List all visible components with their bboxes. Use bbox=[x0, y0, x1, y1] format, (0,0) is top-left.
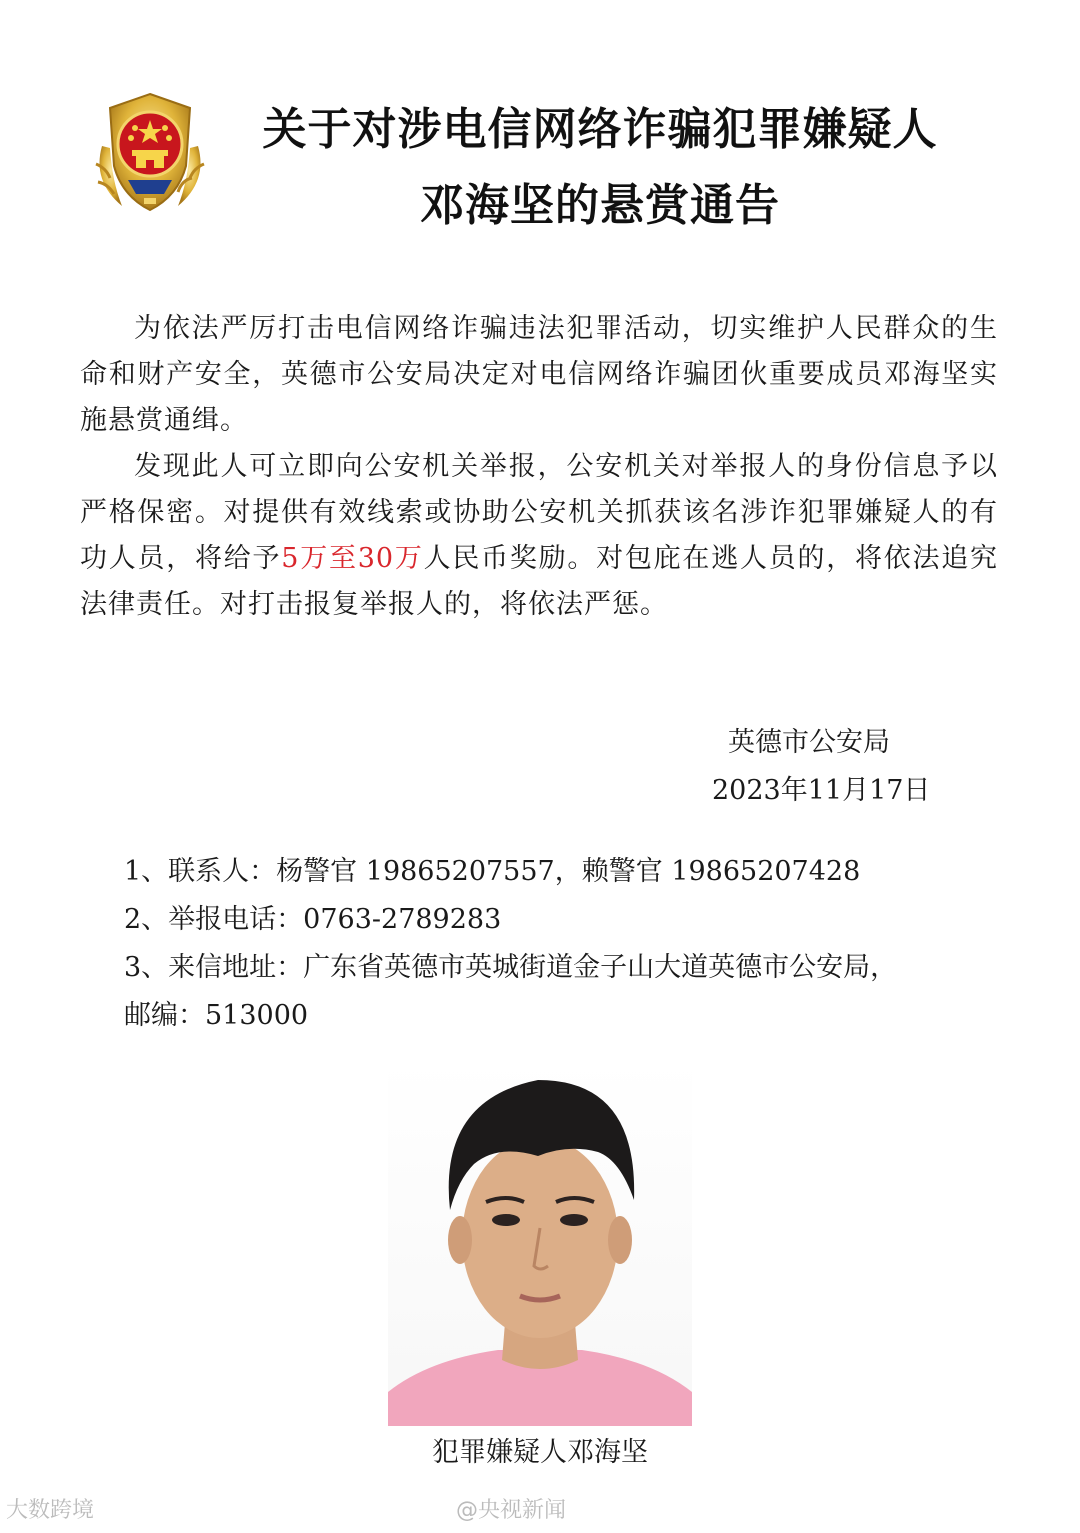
photo-caption: 犯罪嫌疑人邓海坚 bbox=[432, 1437, 648, 1468]
notice-title-line2: 邓海坚的悬赏通告 bbox=[420, 180, 780, 231]
issue-date: 2023年11月17日 bbox=[712, 775, 931, 806]
contact-line-1: 1、联系人：杨警官 19865207557，赖警官 19865207428 bbox=[124, 856, 861, 887]
reward-amount: 5万至30万 bbox=[281, 543, 424, 574]
watermark-left: 大数跨境 bbox=[6, 1498, 95, 1523]
police-emblem-icon bbox=[82, 86, 218, 222]
notice-title-line1: 关于对涉电信网络诈骗犯罪嫌疑人 bbox=[262, 104, 938, 155]
contact-line-3: 3、来信地址：广东省英德市英城街道金子山大道英德市公安局， bbox=[124, 952, 898, 983]
paragraph-2-text-b: 人民币奖励。对包庇在逃人员的，将依法追究法律责任。对打击报复举报人的，将依法严惩。 bbox=[80, 543, 998, 620]
watermark-center: @央视新闻 bbox=[456, 1498, 567, 1523]
notice-body bbox=[80, 306, 998, 628]
contact-line-4: 邮编：513000 bbox=[124, 1000, 309, 1031]
issuing-organization: 英德市公安局 bbox=[728, 727, 890, 758]
paragraph-1: 为依法严厉打击电信网络诈骗违法犯罪活动，切实维护人民群众的生命和财产安全，英德市公安局决定对电信网络诈骗团伙重要成员邓海坚实施悬赏通缉。 bbox=[80, 313, 998, 436]
suspect-photo bbox=[388, 1060, 692, 1426]
paragraph-2 bbox=[80, 444, 998, 628]
paragraph-2-text-a: 发现此人可立即向公安机关举报，公安机关对举报人的身份信息予以严格保密。对提供有效线索或协助公安机关抓获该名涉诈犯罪嫌疑人的有功人员，将给予 bbox=[80, 451, 998, 574]
contact-line-2: 2、举报电话：0763-2789283 bbox=[124, 904, 502, 935]
